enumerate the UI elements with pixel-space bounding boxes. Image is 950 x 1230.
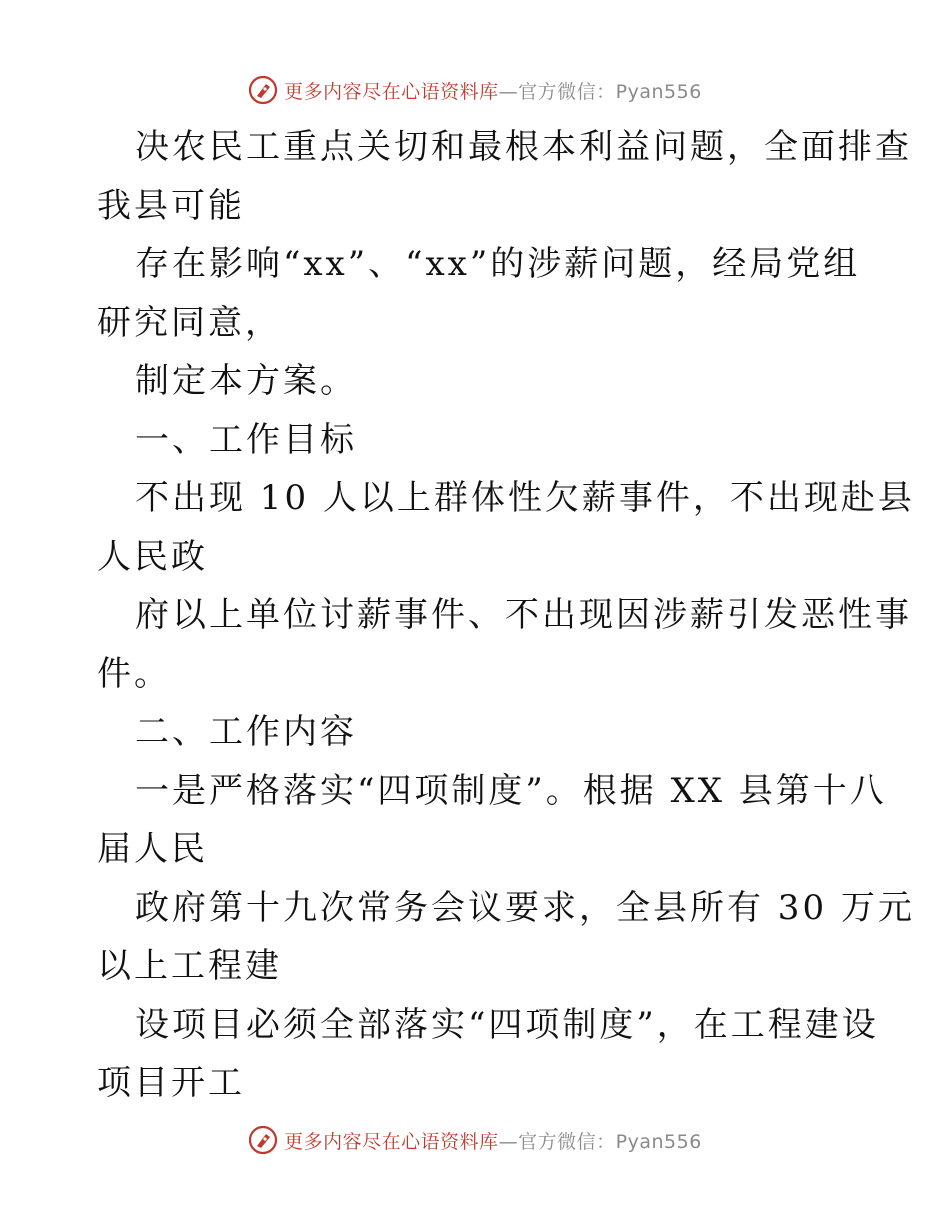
text-line: 人民政 (97, 536, 208, 577)
pen-nib-logo-icon (248, 1125, 278, 1155)
text-line: 不出现 10 人以上群体性欠薪事件，不出现赴县 (135, 478, 915, 518)
text-line: 研究同意， (97, 302, 282, 343)
text-line: 存在影响“xx”、“xx”的涉薪问题，经局党组 (135, 244, 861, 284)
text-line: 届人民 (97, 829, 208, 869)
text-line: 项目开工 (97, 1063, 245, 1103)
text-line: 决农民工重点关切和最根本利益问题，全面排查 (135, 127, 912, 167)
text-line: 件。 (97, 653, 171, 694)
text-line: 以上工程建 (97, 946, 282, 986)
text-line: 我县可能 (97, 185, 245, 226)
watermark-text: 更多内容尽在心语资料库—官方微信：Pyan556 (284, 1130, 702, 1153)
text-line: 政府第十九次常务会议要求，全县所有 30 万元 (135, 887, 915, 928)
text-line: 设项目必须全部落实“四项制度”，在工程建设 (135, 1004, 879, 1045)
text-line: 一是严格落实“四项制度”。根据 XX 县第十八 (135, 770, 887, 811)
text-line: 一、工作目标 (135, 419, 357, 460)
watermark-text: 更多内容尽在心语资料库—官方微信：Pyan556 (284, 80, 702, 103)
footer-watermark (0, 1120, 950, 1160)
pen-nib-logo-icon (248, 75, 278, 105)
text-line: 府以上单位讨薪事件、不出现因涉薪引发恶性事 (135, 595, 912, 635)
header-watermark (0, 70, 950, 110)
text-line: 制定本方案。 (135, 361, 357, 401)
text-line: 二、工作内容 (135, 712, 357, 752)
document-body (97, 118, 915, 1113)
